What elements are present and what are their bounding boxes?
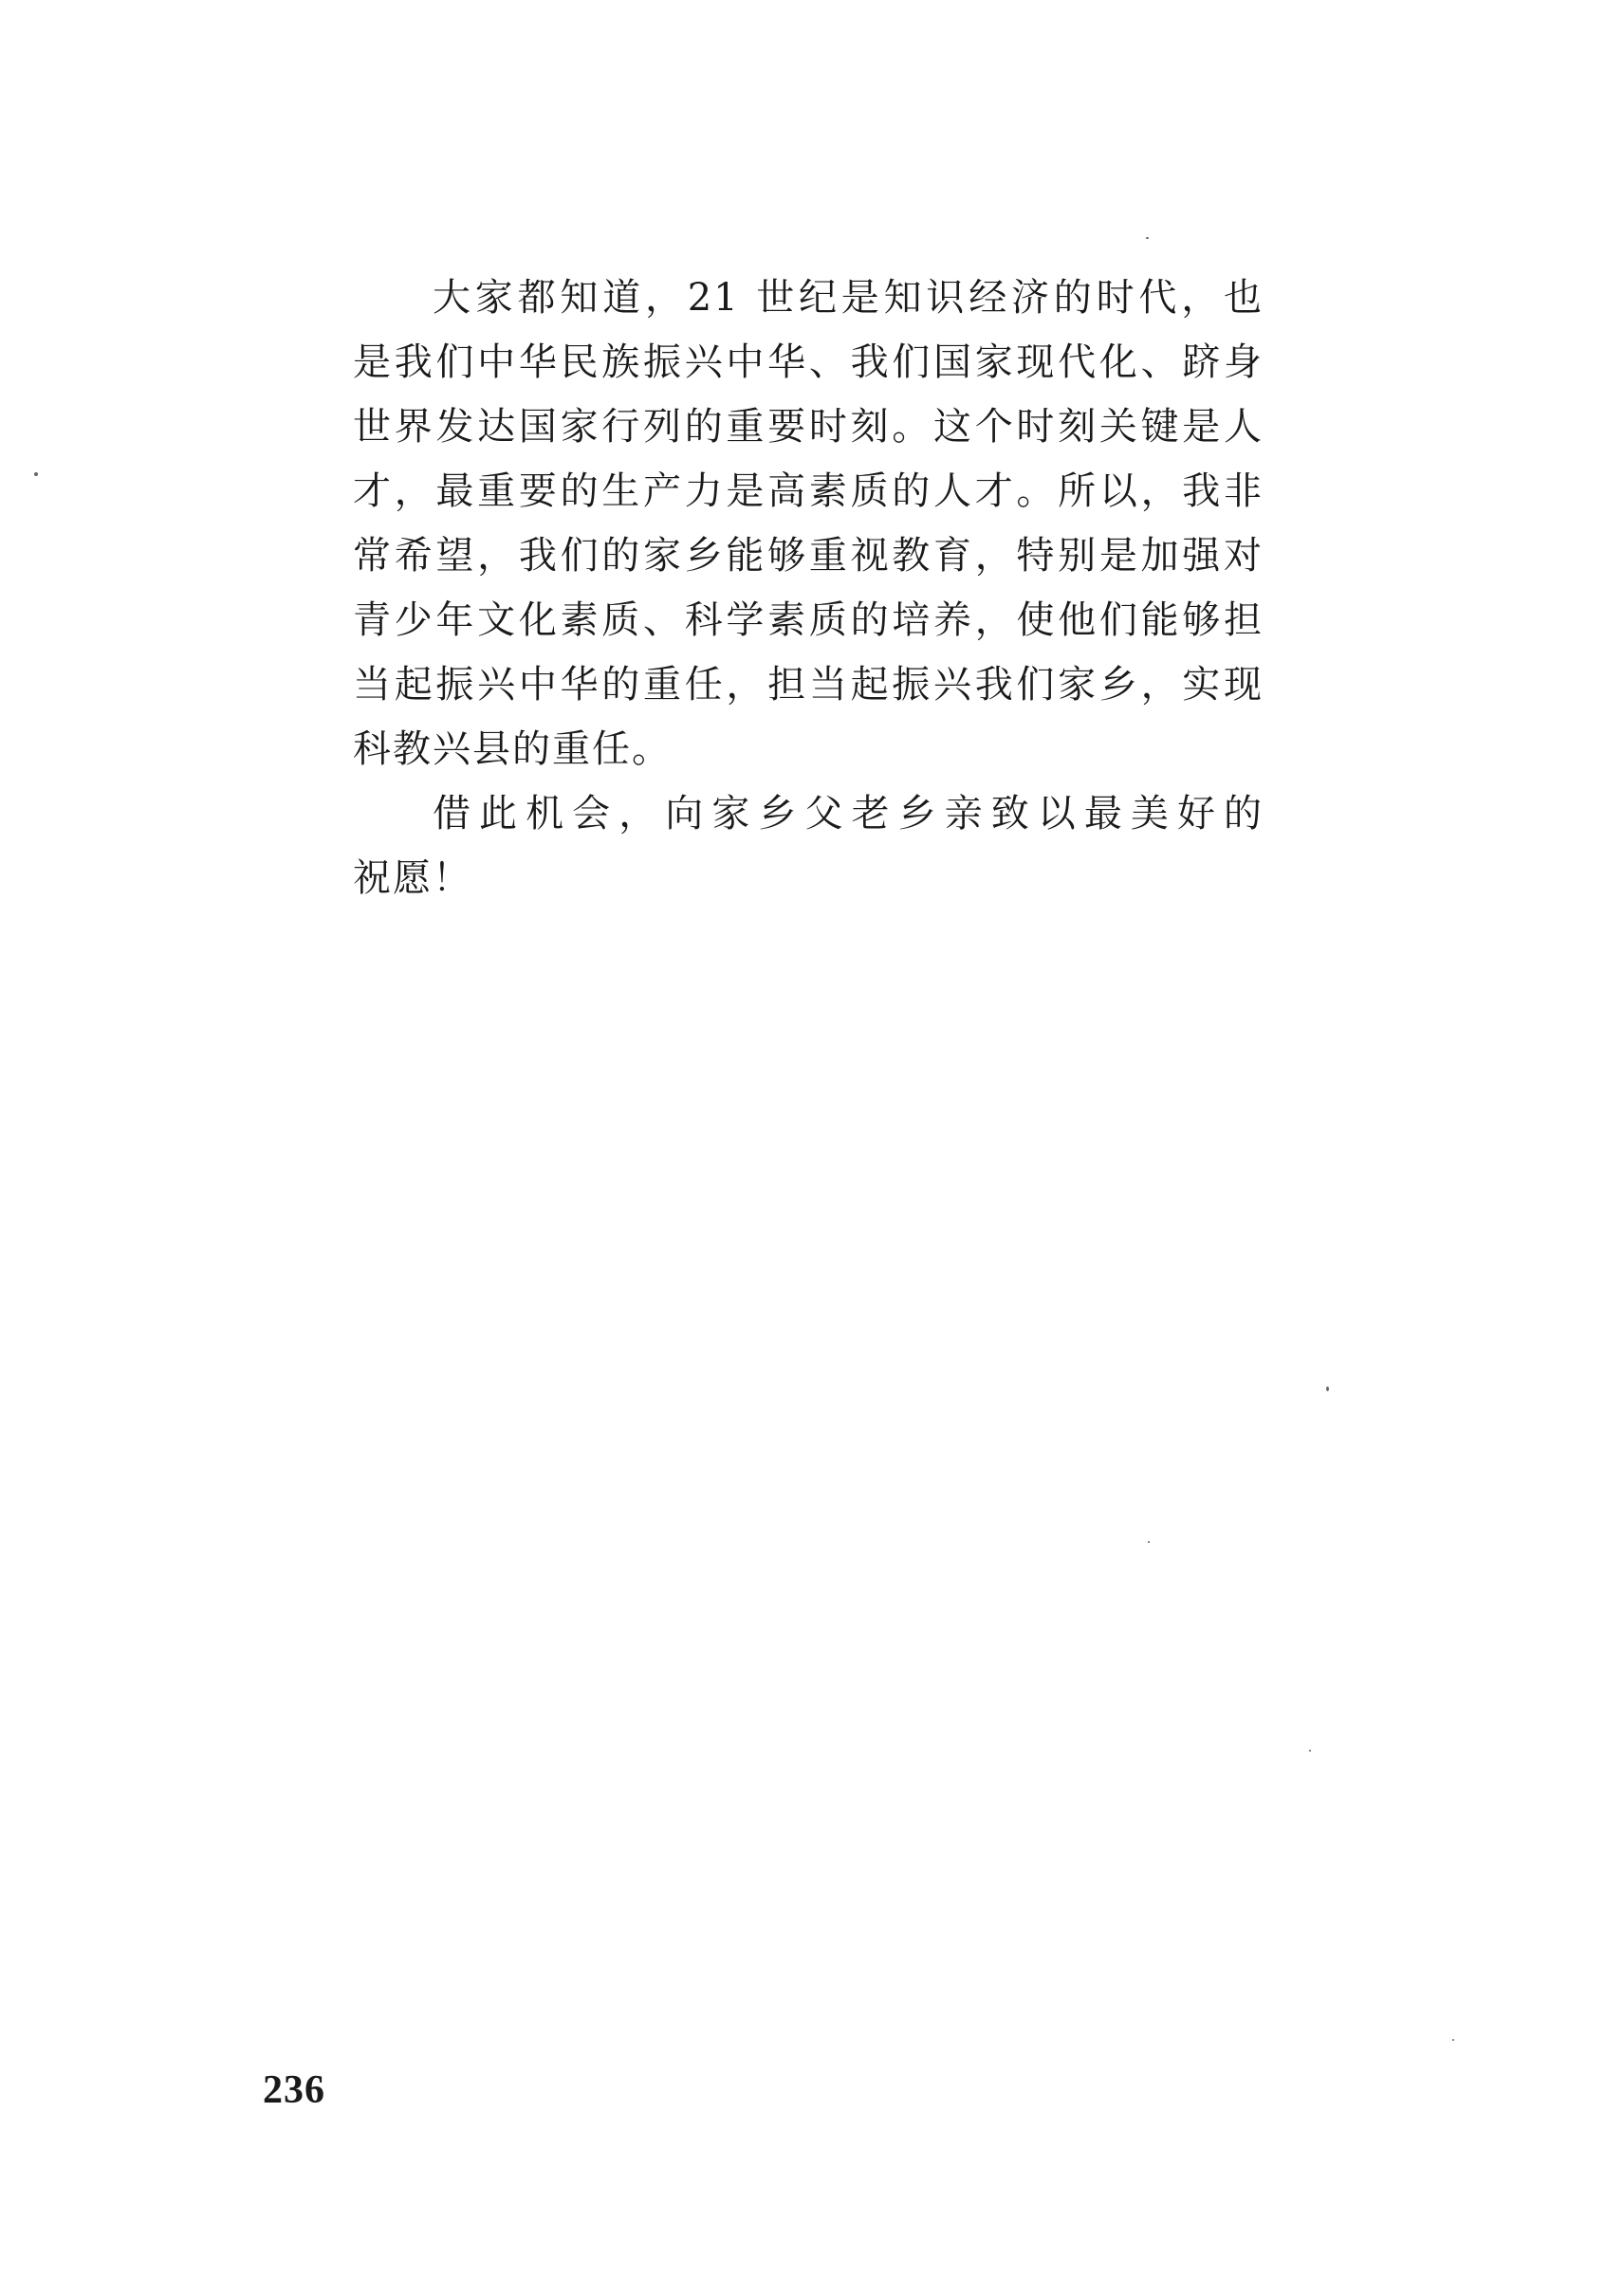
body-text — [353, 266, 1264, 910]
scan-speck — [1146, 237, 1149, 239]
scan-speck — [1452, 2039, 1454, 2041]
paragraph-line: 借此机会，向家乡父老乡亲致以最美好的 — [433, 792, 1264, 836]
paragraph-line: 当起振兴中华的重任，担当起振兴我们家乡，实现 — [353, 663, 1264, 707]
paragraph-line: 世界发达国家行列的重要时刻。这个时刻关键是人 — [353, 405, 1264, 449]
page-number: 236 — [263, 2068, 325, 2112]
paragraph-line: 大家都知道，21 世纪是知识经济的时代，也 — [433, 276, 1264, 320]
paragraph-line: 科教兴县的重任。 — [353, 727, 672, 771]
paragraph-line: 青少年文化素质、科学素质的培养，使他们能够担 — [353, 598, 1264, 642]
scan-speck — [1148, 1541, 1150, 1543]
scan-speck — [1309, 1750, 1311, 1752]
paragraph-line: 是我们中华民族振兴中华、我们国家现代化、跻身 — [353, 340, 1264, 384]
paragraph-1 — [353, 266, 1264, 781]
scan-speck — [34, 472, 38, 476]
paragraph-line: 常希望，我们的家乡能够重视教育，特别是加强对 — [353, 534, 1264, 578]
paragraph-line: 祝愿！ — [353, 856, 472, 900]
paragraph-2 — [353, 781, 1264, 910]
scan-speck — [1326, 1387, 1329, 1391]
paragraph-line: 才，最重要的生产力是高素质的人才。所以，我非 — [353, 469, 1264, 513]
